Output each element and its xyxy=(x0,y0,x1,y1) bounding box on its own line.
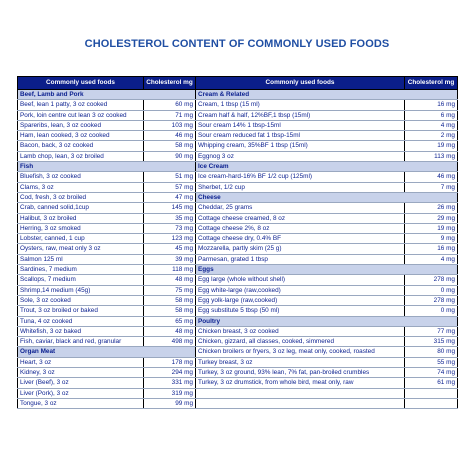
cholesterol-value-right: 29 mg xyxy=(405,213,458,223)
cholesterol-value-left: 47 mg xyxy=(144,192,196,202)
cholesterol-value-left: 58 mg xyxy=(144,295,196,305)
cholesterol-value-left: 51 mg xyxy=(144,172,196,182)
table-row xyxy=(18,120,458,130)
cholesterol-value-left: 45 mg xyxy=(144,244,196,254)
food-name-right: Egg substitute 5 tbsp (50 ml) xyxy=(196,306,405,316)
food-name-left: Tongue, 3 oz xyxy=(18,398,144,408)
cholesterol-value-left: 58 mg xyxy=(144,306,196,316)
food-name-right: Cheddar, 25 grams xyxy=(196,203,405,213)
table-row xyxy=(18,234,458,244)
food-name-left: Herring, 3 oz smoked xyxy=(18,223,144,233)
section-header-right: Eggs xyxy=(196,265,458,275)
food-name-right xyxy=(196,388,405,398)
table-row xyxy=(18,295,458,305)
food-name-left: Bacon, back, 3 oz cooked xyxy=(18,141,144,151)
table-row xyxy=(18,192,458,202)
table-row xyxy=(18,213,458,223)
table-row xyxy=(18,223,458,233)
table-row xyxy=(18,285,458,295)
table-row xyxy=(18,162,458,172)
table-row xyxy=(18,203,458,213)
table-row xyxy=(18,388,458,398)
food-name-right: Ice cream-hard-16% BF 1/2 cup (125ml) xyxy=(196,172,405,182)
section-header-right: Poultry xyxy=(196,316,458,326)
cholesterol-value-left: 331 mg xyxy=(144,378,196,388)
cholesterol-value-right: 16 mg xyxy=(405,100,458,110)
header-food-left: Commonly used foods xyxy=(18,77,144,90)
header-food-right: Commonly used foods xyxy=(196,77,405,90)
cholesterol-value-right: 0 mg xyxy=(405,285,458,295)
table-row xyxy=(18,244,458,254)
cholesterol-value-left: 498 mg xyxy=(144,337,196,347)
food-name-left: Tuna, 4 oz cooked xyxy=(18,316,144,326)
cholesterol-value-left: 99 mg xyxy=(144,398,196,408)
food-name-left: Lobster, canned, 1 cup xyxy=(18,234,144,244)
food-name-left: Pork, loin centre cut lean 3 oz cooked xyxy=(18,110,144,120)
food-name-left: Scallops, 7 medium xyxy=(18,275,144,285)
cholesterol-value-right: 7 mg xyxy=(405,182,458,192)
cholesterol-value-right: 61 mg xyxy=(405,378,458,388)
table-row xyxy=(18,141,458,151)
cholesterol-value-left: 46 mg xyxy=(144,131,196,141)
cholesterol-value-left: 58 mg xyxy=(144,141,196,151)
food-name-left: Trout, 3 oz broiled or baked xyxy=(18,306,144,316)
cholesterol-value-left: 48 mg xyxy=(144,275,196,285)
food-name-right: Chicken broilers or fryers, 3 oz leg, meat only, cooked, roasted xyxy=(196,347,405,357)
cholesterol-value-right: 113 mg xyxy=(405,151,458,161)
header-mg-right: Cholesterol mg xyxy=(405,77,458,90)
cholesterol-value-left: 103 mg xyxy=(144,120,196,130)
food-name-right: Egg large (whole without shell) xyxy=(196,275,405,285)
table-row xyxy=(18,182,458,192)
cholesterol-value-left: 65 mg xyxy=(144,316,196,326)
table-row xyxy=(18,110,458,120)
table-row xyxy=(18,306,458,316)
table-row xyxy=(18,337,458,347)
cholesterol-value-left: 90 mg xyxy=(144,151,196,161)
food-name-left: Oysters, raw, meat only 3 oz xyxy=(18,244,144,254)
food-name-right: Chicken, gizzard, all classes, cooked, simmered xyxy=(196,337,405,347)
food-name-right: Turkey, 3 oz ground, 93% lean, 7% fat, pan-broiled crumbles xyxy=(196,368,405,378)
header-mg-left: Cholesterol mg xyxy=(144,77,196,90)
cholesterol-value-left: 71 mg xyxy=(144,110,196,120)
table-row xyxy=(18,326,458,336)
table-row xyxy=(18,100,458,110)
cholesterol-value-left: 73 mg xyxy=(144,223,196,233)
food-name-left: Liver (Beef), 3 oz xyxy=(18,378,144,388)
food-name-right xyxy=(196,398,405,408)
cholesterol-value-left: 319 mg xyxy=(144,388,196,398)
cholesterol-value-right: 80 mg xyxy=(405,347,458,357)
section-header-left: Organ Meat xyxy=(18,347,196,357)
table-row xyxy=(18,378,458,388)
food-name-left: Kidney, 3 oz xyxy=(18,368,144,378)
food-name-left: Halibut, 3 oz broiled xyxy=(18,213,144,223)
table-row xyxy=(18,368,458,378)
table-row xyxy=(18,347,458,357)
cholesterol-value-right: 4 mg xyxy=(405,120,458,130)
cholesterol-table xyxy=(17,76,458,409)
cholesterol-value-left: 39 mg xyxy=(144,254,196,264)
cholesterol-value-right xyxy=(405,398,458,408)
section-header-left: Fish xyxy=(18,162,196,172)
table-row xyxy=(18,254,458,264)
cholesterol-value-left: 75 mg xyxy=(144,285,196,295)
table-row xyxy=(18,131,458,141)
cholesterol-value-left: 60 mg xyxy=(144,100,196,110)
cholesterol-value-left: 35 mg xyxy=(144,213,196,223)
cholesterol-value-right: 19 mg xyxy=(405,223,458,233)
table-row xyxy=(18,151,458,161)
cholesterol-value-right: 74 mg xyxy=(405,368,458,378)
table-row xyxy=(18,398,458,408)
cholesterol-value-right: 0 mg xyxy=(405,306,458,316)
food-name-left: Heart, 3 oz xyxy=(18,357,144,367)
food-name-right: Sour cream reduced fat 1 tbsp-15ml xyxy=(196,131,405,141)
table-row xyxy=(18,357,458,367)
cholesterol-value-right: 9 mg xyxy=(405,234,458,244)
cholesterol-value-left: 123 mg xyxy=(144,234,196,244)
cholesterol-value-left: 145 mg xyxy=(144,203,196,213)
table-row xyxy=(18,90,458,100)
cholesterol-value-right: 2 mg xyxy=(405,131,458,141)
food-name-right: Parmesan, grated 1 tbsp xyxy=(196,254,405,264)
table-row xyxy=(18,172,458,182)
cholesterol-value-right: 4 mg xyxy=(405,254,458,264)
food-name-right: Whipping cream, 35%BF 1 tbsp (15ml) xyxy=(196,141,405,151)
food-name-right: Cottage cheese 2%, 8 oz xyxy=(196,223,405,233)
cholesterol-value-left: 178 mg xyxy=(144,357,196,367)
food-name-right: Mozzarella, partly skim (25 g) xyxy=(196,244,405,254)
food-name-left: Sole, 3 oz cooked xyxy=(18,295,144,305)
food-name-left: Shrimp,14 medium (45g) xyxy=(18,285,144,295)
cholesterol-value-right: 278 mg xyxy=(405,275,458,285)
food-name-left: Bluefish, 3 oz cooked xyxy=(18,172,144,182)
food-name-left: Cod, fresh, 3 oz broiled xyxy=(18,192,144,202)
cholesterol-value-left: 48 mg xyxy=(144,326,196,336)
cholesterol-value-left: 294 mg xyxy=(144,368,196,378)
food-name-right: Turkey breast, 3 oz xyxy=(196,357,405,367)
table-row xyxy=(18,275,458,285)
cholesterol-value-right: 16 mg xyxy=(405,244,458,254)
food-name-right: Sherbet, 1/2 cup xyxy=(196,182,405,192)
food-name-right: Sour cream 14% 1 tbsp-15ml xyxy=(196,120,405,130)
food-name-right: Cottage cheese creamed, 8 oz xyxy=(196,213,405,223)
section-header-right: Ice Cream xyxy=(196,162,458,172)
food-name-right: Egg white-large (raw,cooked) xyxy=(196,285,405,295)
food-name-right: Eggnog 3 oz xyxy=(196,151,405,161)
cholesterol-value-right: 46 mg xyxy=(405,172,458,182)
section-header-right: Cream & Related xyxy=(196,90,458,100)
food-name-left: Beef, lean 1 patty, 3 oz cooked xyxy=(18,100,144,110)
cholesterol-value-left: 57 mg xyxy=(144,182,196,192)
food-name-left: Crab, canned solid,1cup xyxy=(18,203,144,213)
cholesterol-value-right: 26 mg xyxy=(405,203,458,213)
cholesterol-value-right: 77 mg xyxy=(405,326,458,336)
food-name-left: Spareribs, lean, 3 oz cooked xyxy=(18,120,144,130)
food-name-right: Chicken breast, 3 oz cooked xyxy=(196,326,405,336)
page-title: CHOLESTEROL CONTENT OF COMMONLY USED FOODS xyxy=(84,38,390,50)
food-name-left: Liver (Pork), 3 oz xyxy=(18,388,144,398)
food-name-left: Clams, 3 oz xyxy=(18,182,144,192)
header-row xyxy=(18,77,458,90)
food-name-right: Cottage cheese dry, 0.4% BF xyxy=(196,234,405,244)
food-name-left: Ham, lean cooked, 3 oz cooked xyxy=(18,131,144,141)
food-name-right: Egg yolk-large (raw,cooked) xyxy=(196,295,405,305)
cholesterol-value-right: 19 mg xyxy=(405,141,458,151)
food-name-left: Salmon 125 ml xyxy=(18,254,144,264)
food-name-left: Whitefish, 3 oz baked xyxy=(18,326,144,336)
cholesterol-value-right: 278 mg xyxy=(405,295,458,305)
section-header-right: Cheese xyxy=(196,192,458,202)
section-header-left: Beef, Lamb and Pork xyxy=(18,90,196,100)
food-name-left: Lamb chop, lean, 3 oz broiled xyxy=(18,151,144,161)
food-name-left: Fish, caviar, black and red, granular xyxy=(18,337,144,347)
food-name-right: Cream half & half, 12%BF,1 tbsp (15ml) xyxy=(196,110,405,120)
table-row xyxy=(18,316,458,326)
cholesterol-value-right xyxy=(405,388,458,398)
cholesterol-value-right: 315 mg xyxy=(405,337,458,347)
table-row xyxy=(18,265,458,275)
cholesterol-value-left: 118 mg xyxy=(144,265,196,275)
food-name-left: Sardines, 7 medium xyxy=(18,265,144,275)
cholesterol-value-right: 6 mg xyxy=(405,110,458,120)
food-name-right: Cream, 1 tbsp (15 ml) xyxy=(196,100,405,110)
cholesterol-value-right: 55 mg xyxy=(405,357,458,367)
food-name-right: Turkey, 3 oz drumstick, from whole bird, meat only, raw xyxy=(196,378,405,388)
